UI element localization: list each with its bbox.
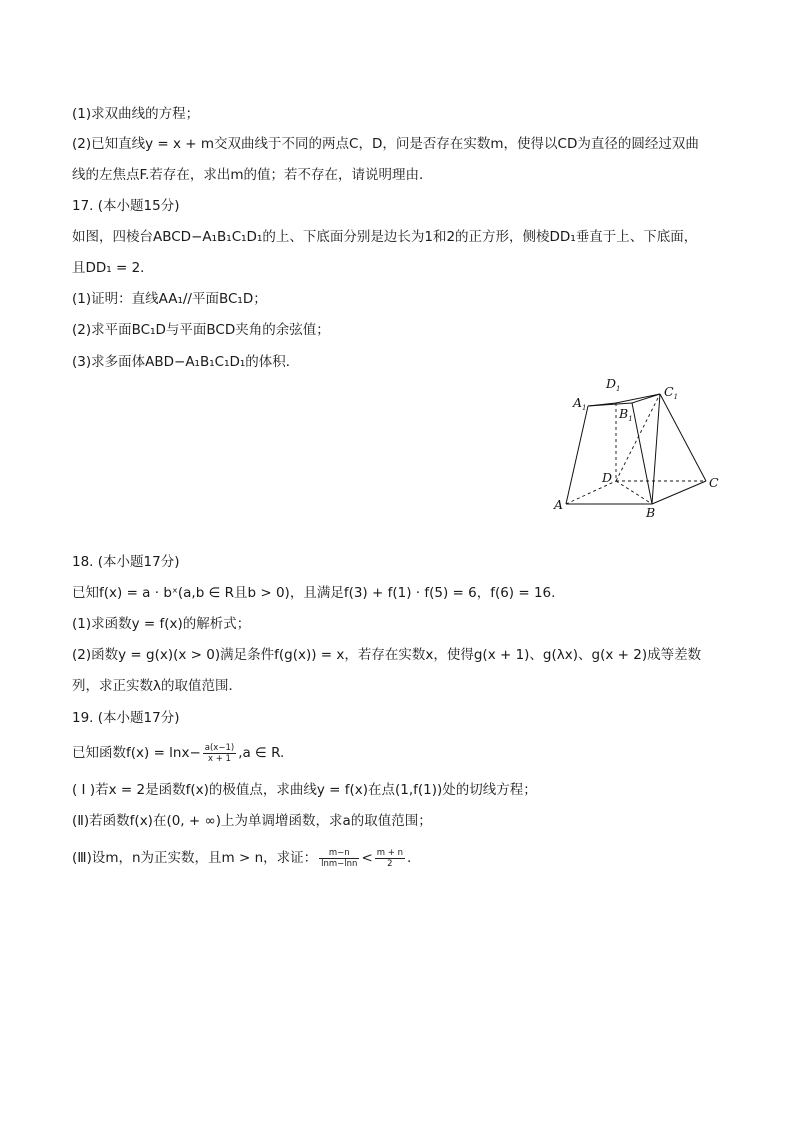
edge-C-C1 (660, 394, 706, 481)
q18-part2-line1: (2)函数y = g(x)(x > 0)满足条件f(g(x)) = x，若存在实数x，使得g(x + 1)、g(λx)、g(x + 2)成等差数 (72, 647, 702, 663)
q19-part3-fraction-right (375, 848, 405, 869)
q19-part3 (72, 845, 411, 871)
fraction-numerator: m−n (319, 848, 359, 859)
fraction-denominator: lnm−lnn (321, 858, 358, 869)
q19-part3-prefix: (Ⅲ)设m，n为正实数，且m > n，求证： (72, 850, 318, 866)
edge-A-A1 (566, 406, 588, 504)
edge-D1-C1 (616, 394, 660, 403)
fraction-numerator: a(x−1) (204, 742, 235, 753)
edge-B-B1 (632, 403, 652, 504)
q17-stem-line1: 如图，四棱台ABCD−A₁B₁C₁D₁的上、下底面分别是边长为1和2的正方形，侧棱DD₁垂直于上、下底面， (72, 229, 698, 245)
q17-heading: 17. (本小题15分) (72, 198, 180, 214)
q19-part3-fraction-left (319, 848, 359, 869)
edge-D-B (616, 481, 652, 504)
q19-part3-end: . (406, 850, 412, 866)
fraction-denominator: x + 1 (208, 753, 231, 764)
less-than-sign: < (361, 850, 373, 866)
q17-part1: (1)证明：直线AA₁//平面BC₁D； (72, 291, 267, 307)
q19-stem-prefix: 已知函数f(x) = lnx− (72, 745, 201, 761)
label-A: A (554, 497, 564, 512)
q19-stem-suffix: ,a ∈ R. (238, 745, 285, 761)
label-A1: $A_1$ (573, 395, 587, 412)
q19-stem (72, 740, 284, 766)
q17-stem-line2: 且DD₁ = 2． (72, 260, 154, 276)
q19-stem-fraction (203, 743, 236, 764)
label-D1: $D_1$ (606, 376, 621, 393)
q18-stem: 已知f(x) = a · bˣ(a,b ∈ R且b > 0)，且满足f(3) + f(1) · f(5) = 6，f(6) = 16. (72, 585, 556, 601)
frustum-figure (548, 370, 728, 520)
q18-part1: (1)求函数y = f(x)的解析式； (72, 616, 251, 632)
edge-B-C (652, 481, 706, 504)
q17-part2: (2)求平面BC₁D与平面BCD夹角的余弦值； (72, 322, 330, 338)
q19-heading: 19. (本小题17分) (72, 710, 180, 726)
q16-part1: (1)求双曲线的方程； (72, 106, 200, 122)
edge-B-C1 (652, 394, 660, 504)
q19-part1: ( I )若x = 2是函数f(x)的极值点，求曲线y = f(x)在点(1,f(1))处的切线方程； (72, 782, 537, 798)
label-D: D (602, 470, 613, 485)
q19-part2: (Ⅱ)若函数f(x)在(0, + ∞)上为单调增函数，求a的取值范围； (72, 813, 432, 829)
label-B1: $B_1$ (619, 406, 633, 423)
q16-part2-line2: 线的左焦点F.若存在，求出m的值；若不存在，请说明理由． (72, 167, 433, 183)
fraction-denominator: 2 (387, 858, 393, 869)
q17-part3: (3)求多面体ABD−A₁B₁C₁D₁的体积． (72, 354, 300, 370)
q18-heading: 18. (本小题17分) (72, 554, 180, 570)
label-B: B (646, 505, 656, 520)
fraction-numerator: m + n (376, 847, 403, 858)
label-C1: $C_1$ (664, 384, 679, 401)
q18-part2-line2: 列，求正实数λ的取值范围． (72, 678, 242, 694)
q16-part2-line1: (2)已知直线y = x + m交双曲线于不同的两点C，D，问是否存在实数m，使得以CD为直径的圆经过双曲 (72, 136, 699, 152)
label-C: C (709, 475, 719, 490)
